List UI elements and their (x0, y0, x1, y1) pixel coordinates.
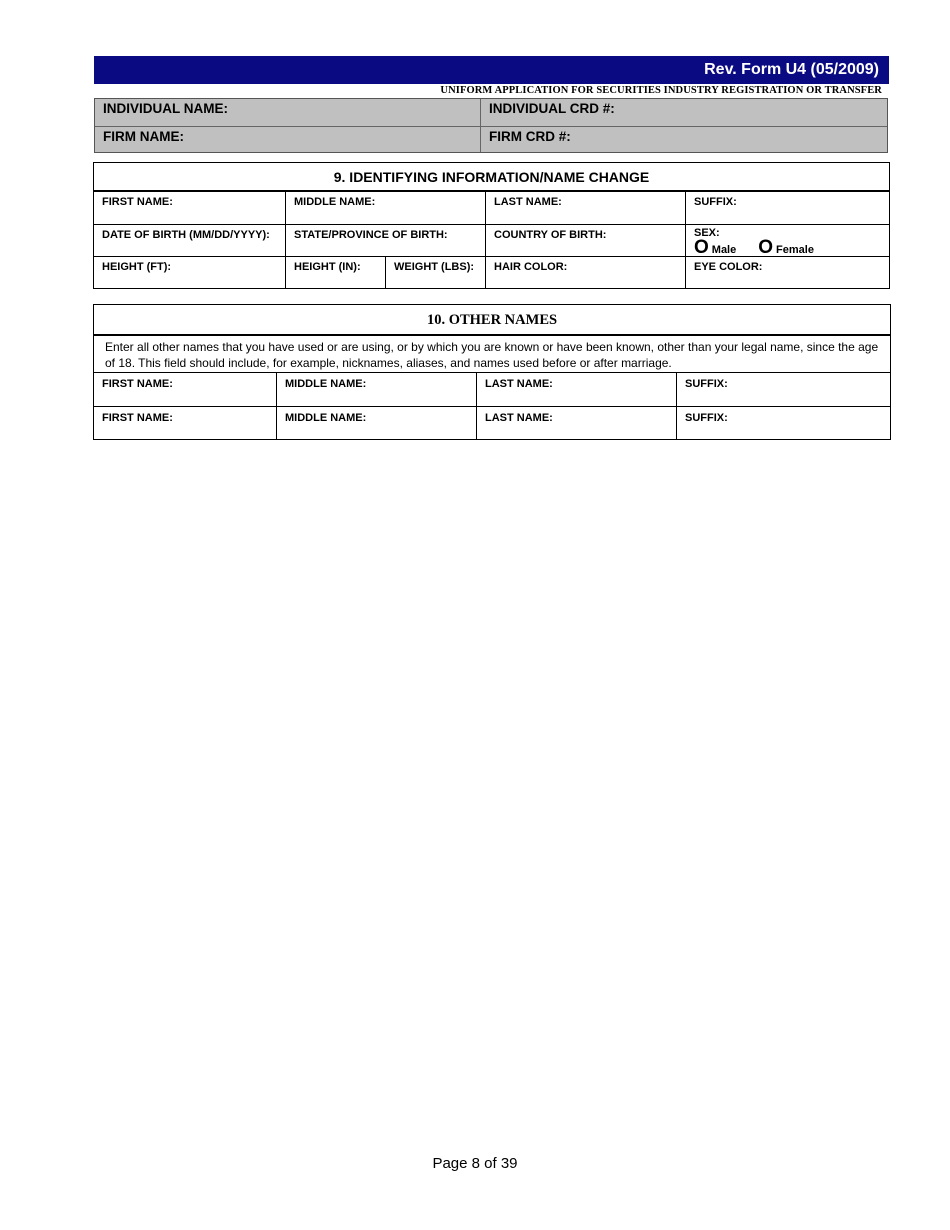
country-of-birth-label: COUNTRY OF BIRTH: (494, 229, 607, 241)
middle-name-label: MIDDLE NAME: (285, 378, 367, 390)
sex-label: SEX: (694, 227, 720, 239)
first-name-label: FIRST NAME: (102, 378, 173, 390)
suffix-label: SUFFIX: (685, 378, 728, 390)
other-first-name-field[interactable] (94, 373, 277, 407)
last-name-label: LAST NAME: (485, 412, 553, 424)
other-names-instructions: Enter all other names that you have used or are using, or by which you are known or have been known, other than your legal name, since the age of 18. This field should include, for example, nicknames, aliases, and names used before or after marriage. (94, 336, 890, 373)
male-label: Male (711, 244, 737, 256)
suffix-label: SUFFIX: (694, 196, 737, 208)
last-name-field[interactable] (486, 192, 686, 225)
state-of-birth-label: STATE/PROVINCE OF BIRTH: (294, 229, 448, 241)
weight-field[interactable] (386, 257, 486, 288)
other-middle-name-field[interactable] (277, 407, 477, 439)
first-name-label: FIRST NAME: (102, 196, 173, 208)
form-revision-banner (94, 56, 889, 84)
section-9-identifying-information (93, 162, 890, 289)
firm-name-field[interactable] (95, 127, 480, 152)
country-of-birth-field[interactable] (486, 225, 686, 257)
identification-block (94, 98, 888, 153)
state-of-birth-field[interactable] (286, 225, 486, 257)
suffix-label: SUFFIX: (685, 412, 728, 424)
other-suffix-field[interactable] (677, 407, 890, 439)
individual-name-field[interactable] (95, 99, 480, 126)
sex-male-option[interactable] (694, 237, 737, 258)
height-ft-label: HEIGHT (FT): (102, 261, 172, 273)
firm-crd-label: FIRM CRD #: (489, 129, 571, 144)
firm-name-label: FIRM NAME: (103, 129, 184, 144)
other-last-name-field[interactable] (477, 407, 677, 439)
height-in-label: HEIGHT (IN): (294, 261, 361, 273)
other-middle-name-field[interactable] (277, 373, 477, 407)
section-10-other-names (93, 304, 891, 440)
page-number: Page 8 of 39 (432, 1155, 518, 1172)
firm-crd-field[interactable] (481, 127, 887, 152)
middle-name-label: MIDDLE NAME: (294, 196, 376, 208)
hair-color-field[interactable] (486, 257, 686, 288)
radio-circle-icon[interactable]: O (694, 237, 709, 258)
weight-label: WEIGHT (LBS): (394, 261, 475, 273)
eye-color-label: EYE COLOR: (694, 261, 763, 273)
female-label: Female (776, 244, 814, 256)
section-10-title: 10. OTHER NAMES (94, 305, 890, 336)
eye-color-field[interactable] (686, 257, 889, 288)
middle-name-field[interactable] (286, 192, 486, 225)
first-name-label: FIRST NAME: (102, 412, 173, 424)
first-name-field[interactable] (94, 192, 286, 225)
other-suffix-field[interactable] (677, 373, 890, 407)
sex-field (686, 225, 889, 257)
sex-female-option[interactable] (758, 237, 814, 258)
radio-circle-icon[interactable]: O (758, 237, 774, 258)
date-of-birth-field[interactable] (94, 225, 286, 257)
date-of-birth-label: DATE OF BIRTH (MM/DD/YYYY): (102, 229, 270, 241)
application-title: UNIFORM APPLICATION FOR SECURITIES INDUSTRY REGISTRATION OR TRANSFER (440, 85, 882, 96)
last-name-label: LAST NAME: (494, 196, 562, 208)
other-last-name-field[interactable] (477, 373, 677, 407)
individual-crd-field[interactable] (481, 99, 887, 126)
suffix-field[interactable] (686, 192, 889, 225)
middle-name-label: MIDDLE NAME: (285, 412, 367, 424)
section-9-title: 9. IDENTIFYING INFORMATION/NAME CHANGE (94, 163, 889, 192)
hair-color-label: HAIR COLOR: (494, 261, 568, 273)
last-name-label: LAST NAME: (485, 378, 553, 390)
form-revision-label: Rev. Form U4 (05/2009) (704, 61, 879, 78)
individual-name-label: INDIVIDUAL NAME: (103, 101, 229, 116)
other-first-name-field[interactable] (94, 407, 277, 439)
individual-crd-label: INDIVIDUAL CRD #: (489, 101, 615, 116)
height-in-field[interactable] (286, 257, 386, 288)
height-ft-field[interactable] (94, 257, 286, 288)
